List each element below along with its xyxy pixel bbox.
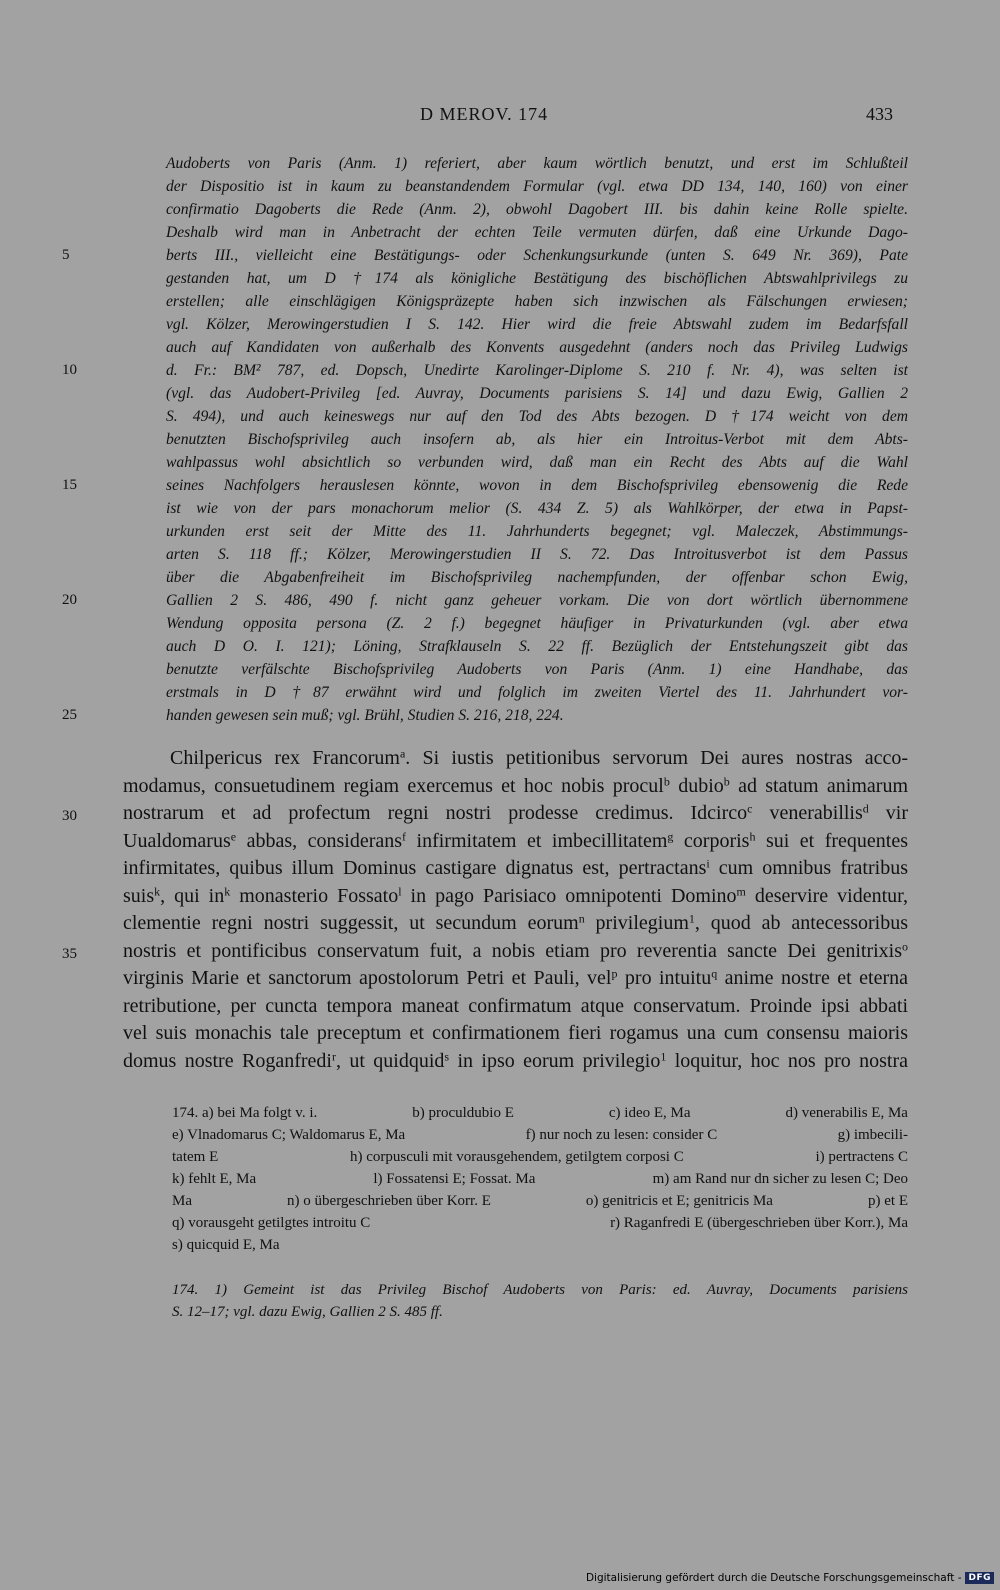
- apparatus-row: [172, 1146, 908, 1168]
- dfg-logo-icon: DFG: [965, 1572, 994, 1584]
- commentary-line-text: handen gewesen sein muß; vgl. Brühl, Studien S. 216, 218, 224.: [166, 707, 564, 724]
- edition-line-text: suis$^k$, qui $in^k$ monasterio Fossato$^l$ in pago Parisiaco omnipotenti Domino$^m$ deservire videntur,: [123, 883, 908, 907]
- commentary-line: [166, 175, 908, 198]
- commentary-line: [166, 681, 908, 704]
- commentary-line: [62, 704, 908, 727]
- apparatus-entry: n) o übergeschrieben über Korr. E: [287, 1193, 491, 1209]
- commentary-line-text: confirmatio Dagoberts die Rede (Anm. 2), obwohl Dagobert III. bis dahin keine Rolle spielte.: [166, 201, 908, 218]
- line-number: 15: [62, 477, 77, 493]
- commentary-line: [166, 267, 908, 290]
- edition-line-text: clementie regni nostri suggessit, ut secundum eorum$^n$ privilegium$^1$, quod ab antecessoribus: [123, 911, 909, 934]
- line-number: 25: [62, 707, 77, 723]
- apparatus-entry: tatem E: [172, 1149, 219, 1165]
- commentary-line: [166, 635, 908, 658]
- line-number: 5: [62, 247, 70, 263]
- edition-line-text: nostris et pontificibus conservatum fuit, a nobis etiam pro reverentia sancte Dei genitrixis$^o$: [123, 938, 908, 962]
- commentary-line-text: gestanden hat, um D †174 als königliche Bestätigung des bischöflichen Abtswahlprivilegs zu: [166, 270, 908, 287]
- apparatus-entry: g) imbecili-: [837, 1127, 908, 1143]
- commentary-line-text: d. Fr.: BM² 787, ed. Dopsch, Unedirte Karolinger-Diplome S. 210 f. Nr. 4), was selten ist: [166, 362, 908, 379]
- apparatus-marker: b: [723, 773, 730, 788]
- commentary-line: [62, 474, 908, 497]
- edition-line-text: retributione, per cuncta tempora maneat confirmatum atque conservatum. Proinde ipsi abbati: [123, 994, 908, 1017]
- commentary-line-text: erstellen; alle einschlägigen Königspräzepte haben sich inzwischen als Fälschungen erwiesen;: [166, 293, 908, 310]
- edition-line-text: virginis Marie et sanctorum apostolorum Petri et Pauli, vel$^p$ pro intuitu$^q$ anime nostre et eterna: [123, 966, 908, 989]
- apparatus-marker: g: [667, 828, 674, 843]
- apparatus-entry: l) Fossatensi E; Fossat. Ma: [373, 1171, 536, 1187]
- commentary-line-text: vgl. Kölzer, Merowingerstudien I S. 142. Hier wird die freie Abtswahl zudem im Bedarfsfall: [166, 316, 908, 333]
- footnote-line: S. 12–17; vgl. dazu Ewig, Gallien 2 S. 485 ff.: [172, 1304, 443, 1320]
- critical-apparatus: [172, 1102, 908, 1256]
- apparatus-marker: i: [706, 856, 710, 871]
- apparatus-marker: r: [331, 1048, 336, 1063]
- funding-footer: [586, 1572, 994, 1584]
- apparatus-marker: k: [154, 883, 161, 898]
- edition-line-text: modamus, consuetudinem regiam exercemus et hoc nobis procul$^b$ dubio$^b$ ad statum animarum: [123, 773, 908, 797]
- line-number: 35: [62, 945, 77, 962]
- commentary-line: [166, 566, 908, 589]
- line-number: 10: [62, 362, 77, 378]
- edition-line: [62, 938, 908, 966]
- apparatus-marker: p: [611, 966, 618, 981]
- commentary-line-text: urkunden erst seit der Mitte des 11. Jahrhunderts begegnet; vgl. Maleczek, Abstimmungs-: [166, 523, 908, 540]
- commentary-line: [166, 612, 908, 635]
- apparatus-marker: h: [749, 828, 756, 843]
- apparatus-marker: k: [224, 883, 231, 898]
- apparatus-marker: m: [736, 883, 746, 898]
- edition-line: [123, 773, 908, 801]
- apparatus-entry: d) venerabilis E, Ma: [785, 1105, 908, 1121]
- commentary-line-text: Gallien 2 S. 486, 490 f. nicht ganz geheuer vorkam. Die von dort wörtlich übernommene: [166, 592, 908, 609]
- running-title: D MEROV. 174: [420, 104, 549, 124]
- apparatus-marker: n: [578, 911, 585, 926]
- commentary-line-text: benutzte verfälschte Bischofsprivileg Audoberts von Paris (Anm. 1) eine Handhabe, das: [166, 661, 908, 678]
- edition-line: [123, 993, 908, 1021]
- apparatus-marker: d: [862, 801, 869, 816]
- apparatus-marker: 1: [660, 1048, 667, 1063]
- apparatus-entry: k) fehlt E, Ma: [172, 1171, 257, 1187]
- apparatus-entry: m) am Rand nur dn sicher zu lesen C; Deo: [652, 1171, 908, 1187]
- commentary-line: [166, 313, 908, 336]
- apparatus-marker: l: [398, 883, 402, 898]
- commentary-line: [166, 428, 908, 451]
- apparatus-entry: i) pertractens C: [815, 1149, 908, 1165]
- commentary-line-text: S. 494), und auch keineswegs nur auf den Tod des Abts bezogen. D †174 weicht von dem: [166, 408, 908, 425]
- apparatus-entry: q) vorausgeht getilgtes introitu C: [172, 1215, 371, 1231]
- apparatus-entry: Ma: [172, 1193, 192, 1209]
- apparatus-marker: q: [711, 966, 718, 981]
- apparatus-row: [172, 1234, 908, 1256]
- apparatus-entry: f) nur noch zu lesen: consider C: [525, 1127, 718, 1143]
- edition-line: [123, 883, 908, 911]
- commentary-line: [166, 382, 908, 405]
- footnotes: [172, 1279, 908, 1323]
- apparatus-marker: o: [902, 938, 908, 953]
- edition-line-text: Chilpericus rex Francorum$^a$. Si iustis petitionibus servorum Dei aures nostras acco-: [170, 746, 909, 769]
- commentary-line-text: ist wie von der pars monachorum melior (S. 434 Z. 5) als Wahlkörper, der etwa in Papst-: [166, 500, 908, 517]
- commentary-block: [62, 152, 908, 727]
- edition-line: [123, 1048, 908, 1076]
- commentary-line-text: Audoberts von Paris (Anm. 1) referiert, aber kaum wörtlich benutzt, und erst im Schlußteil: [166, 155, 908, 172]
- apparatus-marker: s: [444, 1048, 450, 1063]
- edition-line-text: vel suis monachis tale preceptum et confirmationem fieri rogamus una cum consensu maioris: [123, 1022, 908, 1044]
- apparatus-marker: b: [663, 773, 670, 788]
- edition-line-text: infirmitates, quibus illum Dominus castigare dignatus est, pertractans$^i$ cum omnibus fratribus: [123, 856, 908, 879]
- edition-line: [123, 745, 908, 773]
- commentary-line: [62, 359, 908, 382]
- commentary-line-text: (vgl. das Audobert-Privileg [ed. Auvray, Documents parisiens S. 14] und dazu Ewig, Gallien 2: [166, 385, 908, 402]
- apparatus-entry: 174. a) bei Ma folgt v. i.: [172, 1105, 318, 1121]
- commentary-line-text: seines Nachfolgers herauslesen könnte, wovon in dem Bischofsprivileg ebensowenig die Rede: [166, 477, 908, 494]
- apparatus-marker: c: [747, 801, 753, 816]
- apparatus-entry: s) quicquid E, Ma: [172, 1237, 280, 1253]
- commentary-line-text: benutzten Bischofsprivileg auch insofern ab, als hier ein Introitus-Verbot mit dem Abts-: [166, 431, 908, 448]
- edition-line-text: Uualdomarus$^e$ abbas, considerans$^f$ infirmitatem et imbecillitatem$^g$ corporis$^h$ sui et frequentes: [123, 828, 908, 852]
- apparatus-marker: e: [230, 828, 237, 843]
- commentary-line: [166, 520, 908, 543]
- commentary-line: [166, 152, 908, 175]
- apparatus-entry: o) genitricis et E; genitricis Ma: [585, 1193, 773, 1209]
- apparatus-entry: r) Raganfredi E (übergeschrieben über Korr.), Ma: [610, 1215, 908, 1231]
- apparatus-row: [172, 1102, 908, 1124]
- edition-text-block: [62, 745, 909, 1075]
- line-number: 20: [62, 592, 77, 608]
- commentary-line-text: auch auf Kandidaten von außerhalb des Konvents ausgedehnt (anders noch das Privileg Ludwigs: [166, 339, 908, 356]
- apparatus-entry: b) proculdubio E: [412, 1105, 514, 1121]
- apparatus-marker: f: [402, 828, 407, 843]
- edition-line: [62, 800, 908, 828]
- page-number: 433: [866, 104, 893, 124]
- footer-text: Digitalisierung gefördert durch die Deutsche Forschungsgemeinschaft -: [585, 1572, 962, 1584]
- apparatus-entry: h) corpusculi mit vorausgehendem, getilgtem corposi C: [350, 1149, 684, 1165]
- apparatus-row: [172, 1212, 908, 1234]
- commentary-line: [166, 658, 908, 681]
- apparatus-entry: e) Vlnadomarus C; Waldomarus E, Ma: [172, 1127, 406, 1143]
- commentary-line-text: Deshalb wird man in Anbetracht der echten Teile vermuten dürfen, daß eine Urkunde Dago-: [166, 224, 908, 241]
- edition-line: [123, 910, 908, 938]
- commentary-line: [166, 405, 908, 428]
- commentary-line-text: arten S. 118 ff.; Kölzer, Merowingerstudien II S. 72. Das Introitusverbot ist dem Passus: [166, 546, 908, 563]
- commentary-line: [62, 589, 908, 612]
- commentary-line-text: über die Abgabenfreiheit im Bischofsprivileg nachempfunden, der offenbar schon Ewig,: [166, 569, 908, 586]
- commentary-line: [166, 221, 908, 244]
- edition-line: [123, 855, 908, 883]
- apparatus-row: [172, 1124, 908, 1146]
- apparatus-entry: c) ideo E, Ma: [608, 1105, 691, 1121]
- edition-line-text: domus nostre Roganfredi$^r$, ut quidquid$^s$ in ipso eorum privilegio$^1$ loquitur, hoc nos pro nostra: [123, 1048, 908, 1072]
- commentary-line: [166, 336, 908, 359]
- commentary-line: [166, 290, 908, 313]
- apparatus-row: [172, 1190, 908, 1212]
- commentary-line-text: auch D O. I. 121); Löning, Strafklauseln S. 22 ff. Bezüglich der Entstehungszeit gibt das: [166, 638, 908, 655]
- edition-line-text: nostrarum et ad profectum regni nostri prodesse credimus. Idcirco$^c$ venerabillis$^d$ vir: [123, 801, 908, 824]
- edition-line: [123, 965, 908, 993]
- commentary-line-text: der Dispositio ist in kaum zu beanstandendem Formular (vgl. etwa DD 134, 140, 160) von einer: [166, 178, 908, 195]
- apparatus-marker: a: [399, 746, 406, 761]
- commentary-line: [166, 543, 908, 566]
- footnote-line: 174. 1) Gemeint ist das Privileg Bischof Audoberts von Paris: ed. Auvray, Documents parisiens: [172, 1282, 908, 1298]
- commentary-line-text: wahlpassus wohl absichtlich so verbunden wird, daß man ein Recht des Abts auf die Wahl: [166, 454, 908, 471]
- apparatus-entry: p) et E: [868, 1193, 908, 1209]
- commentary-line: [166, 198, 908, 221]
- commentary-line: [166, 451, 908, 474]
- apparatus-row: [172, 1168, 908, 1190]
- edition-line: [123, 1020, 908, 1048]
- commentary-line: [166, 497, 908, 520]
- commentary-line-text: Wendung opposita persona (Z. 2 f.) begegnet häufiger in Privaturkunden (vgl. aber etwa: [166, 615, 908, 632]
- apparatus-marker: 1: [688, 911, 695, 926]
- commentary-line-text: erstmals in D †87 erwähnt wird und folglich im zweiten Viertel des 11. Jahrhundert vor-: [166, 684, 908, 701]
- edition-line: [123, 828, 908, 856]
- commentary-line: [62, 244, 908, 267]
- line-number: 30: [62, 808, 77, 824]
- commentary-line-text: berts III., vielleicht eine Bestätigungs- oder Schenkungsurkunde (unten S. 649 Nr. 369), Pate: [166, 247, 908, 264]
